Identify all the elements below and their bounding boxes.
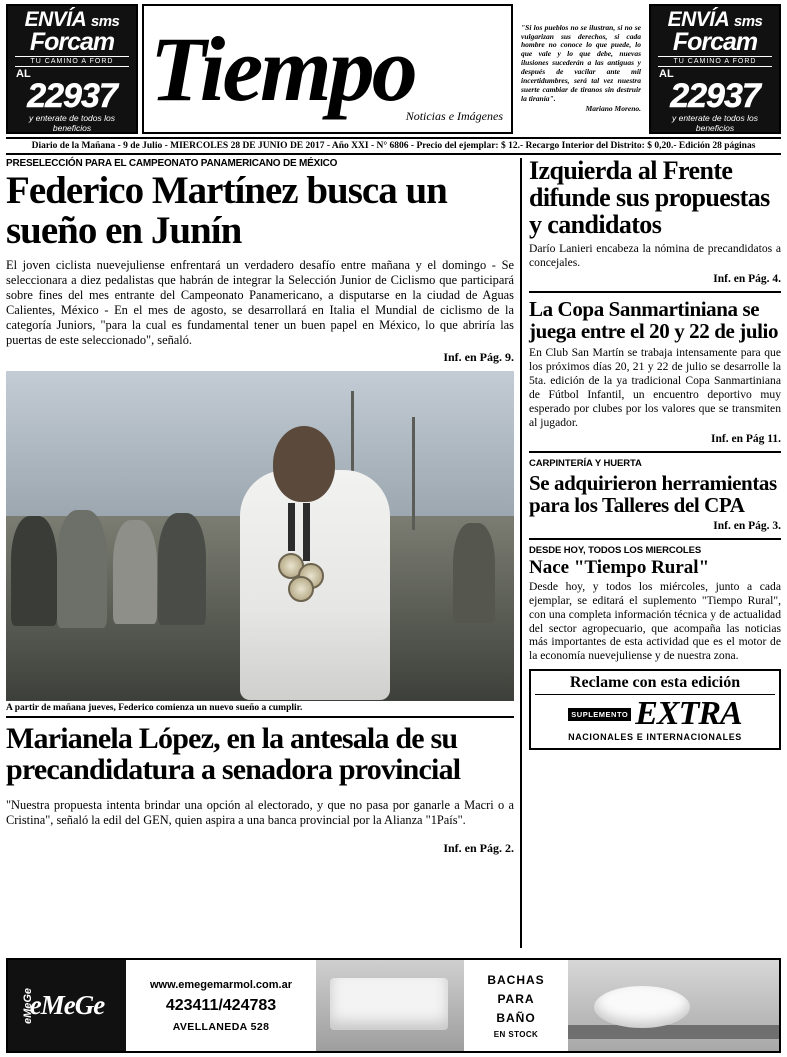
bottom-advertisement[interactable] — [6, 958, 781, 1053]
photo-cyclist-head — [273, 426, 335, 502]
photo-medal — [288, 576, 314, 602]
ad-keywords — [464, 960, 568, 1051]
right-story2-page-ref[interactable]: Inf. en Pág 11. — [711, 432, 781, 445]
ad-stock-note: EN STOCK — [493, 1029, 539, 1039]
supplement-scope: NACIONALES E INTERNACIONALES — [568, 731, 742, 742]
sms-benefit-left: y enterate de todos los beneficios — [28, 113, 115, 133]
photo-bystander — [11, 516, 57, 626]
ad-basin-shape — [594, 986, 690, 1028]
ad-address: AVELLANEDA 528 — [172, 1020, 270, 1033]
quote-author: Mariano Moreno. — [585, 104, 641, 114]
ad-product-photo-basin — [568, 960, 779, 1051]
right-story2-headline[interactable]: La Copa Sanmartiniana se juega entre el 20 y 22 de julio — [529, 297, 779, 344]
second-story-headline[interactable]: Marianela López, en la antesala de su precandidatura a senadora provincial — [6, 722, 461, 787]
sms-number-right: 22937 — [670, 77, 760, 115]
sms-al-label-left: AL — [16, 68, 31, 80]
right-story1-headline[interactable]: Izquierda al Frente difunde sus propuestas y candidatos — [529, 156, 770, 239]
ad-keyword: PARA — [497, 991, 535, 1006]
right-story3-headline[interactable]: Se adquirieron herramientas para los Talleres del CPA — [529, 470, 777, 517]
divider — [529, 538, 781, 540]
sms-brand-left: Forcam — [29, 28, 115, 56]
ad-product-photo-sink — [316, 960, 464, 1051]
right-story3-page-ref[interactable]: Inf. en Pág. 3. — [713, 519, 781, 532]
quote-text: "Si los pueblos no se ilustran, si no se vulgarizan sus derechos, si cada hombre no conoce lo que puede, lo que vale y lo que debe, nuevas ilusiones sucederán a las antiguas y después de vacilar ante mil incertidumbres, será tal vez nuestra suerte cambiar de tiranos sin destruir la tiranía". — [521, 22, 641, 103]
sms-benefit-right: y enterate de todos los beneficios — [671, 113, 758, 133]
ad-contact-info — [126, 960, 316, 1051]
lead-story-headline[interactable]: Federico Martínez busca un sueño en Junín — [6, 169, 447, 252]
divider — [529, 451, 781, 453]
sms-envia-label-right: ENVÍA sms — [667, 8, 763, 31]
newspaper-subtitle: Noticias e Imágenes — [405, 109, 503, 123]
sms-envia-label: ENVÍA sms — [24, 8, 120, 31]
lead-story-lede: El joven ciclista nuevejuliense enfrentará un verdadero desafío entre mañana y el domingo - Se seleccionara a diez pedalistas que habrán de integrar la Selección Junior de Ciclismo que participará sobre fines del mes entrante del Campeonato Panamericano, a disputarse en la ciudad de Aguas Calientes, México - En el mes de agosto, se desarrollará en Italia el Mundial de ciclismo de la categoría Juniors, "para la cual es fundamental tener un buen papel en México, lo que abriría las puertas de este seleccionado", señaló. — [6, 257, 514, 348]
right-story1-body: Darío Lanieri encabeza la nómina de precandidatos a concejales. — [529, 242, 781, 270]
supplement-row — [535, 695, 775, 733]
sms-number-left: 22937 — [27, 77, 117, 115]
content-area — [6, 158, 781, 948]
photo-bystander — [57, 510, 107, 628]
supplement-name: EXTRA — [635, 695, 742, 733]
left-column — [6, 158, 522, 948]
ad-website[interactable]: www.emegemarmol.com.ar — [149, 978, 293, 991]
ad-keyword: BACHAS — [487, 972, 545, 987]
right-story2-body: En Club San Martín se trabaja intensamente para que los próximos días 20, 21 y 22 de julio se desarrolle la 5ta. edición de la ya tradicional Copa Sanmartiniana de Fútbol Infantil, un encuentro deportivo muy esperado por clubes por los valores que se transmiten al jugador. — [529, 346, 781, 429]
photo-bystander — [113, 520, 157, 624]
second-story-body: "Nuestra propuesta intenta brindar una opción al electorado, y que no pasa por ganarle a Macri o a Cristina", señaló la edil del GEN, quien aspira a una banca provincial por la Alianza "1País". — [6, 798, 514, 828]
page-title: Tiempo — [150, 17, 415, 120]
right-story3-kicker: CARPINTERÍA Y HUERTA — [529, 457, 642, 469]
right-story1-page-ref[interactable]: Inf. en Pág. 4. — [713, 273, 781, 286]
sms-ad-left[interactable] — [6, 4, 138, 134]
lead-story-caption: A partir de mañana jueves, Federico comienza un nuevo sueño a cumplir. — [6, 701, 514, 718]
masthead — [6, 4, 781, 134]
lead-story-photo — [6, 371, 514, 701]
ad-logo-text: eMeGe — [29, 990, 105, 1020]
ad-sink-shape — [330, 978, 448, 1030]
newspaper-title-block — [142, 4, 513, 134]
ad-phone: 423411/424783 — [165, 996, 277, 1014]
sms-tagline-right: TU CAMINO A FORD — [658, 56, 772, 67]
dateline: Diario de la Mañana - 9 de Julio - MIERCOLES 28 DE JUNIO DE 2017 - Año XXI - N° 6806 - Precio del ejemplar: $ 12.- Recargo Interior del Distrito: $ 0,20.- Edición 28 páginas — [6, 137, 781, 155]
lead-story-kicker: PRESELECCIÓN PARA EL CAMPEONATO PANAMERICANO DE MÉXICO — [6, 158, 338, 169]
ad-shelf-shape — [568, 1025, 779, 1039]
lead-story-page-ref[interactable]: Inf. en Pág. 9. — [443, 350, 514, 365]
masthead-quote — [517, 4, 645, 134]
photo-bystander — [453, 523, 495, 623]
supplement-promo-box[interactable] — [529, 669, 781, 750]
ad-logo-side-text: eMeGe — [22, 987, 35, 1024]
sms-al-label-right: AL — [659, 68, 674, 80]
sms-ad-right[interactable] — [649, 4, 781, 134]
right-column — [522, 158, 781, 948]
supplement-claim: Reclame con esta edición — [535, 674, 775, 695]
photo-bystander — [158, 513, 206, 625]
right-story4-headline[interactable]: Nace "Tiempo Rural" — [529, 556, 710, 578]
second-story-page-ref[interactable]: Inf. en Pág. 2. — [443, 840, 514, 855]
ad-logo — [8, 960, 126, 1051]
sms-brand-right: Forcam — [672, 28, 758, 56]
photo-medal-ribbon — [288, 503, 295, 551]
divider — [529, 291, 781, 293]
photo-pole — [412, 417, 415, 529]
right-story4-kicker: DESDE HOY, TODOS LOS MIERCOLES — [529, 544, 702, 556]
ad-keyword: BAÑO — [496, 1010, 536, 1025]
sms-tagline-left: TU CAMINO A FORD — [15, 56, 129, 67]
photo-medal-ribbon — [303, 503, 310, 561]
supplement-label: SUPLEMENTO — [568, 708, 631, 721]
right-story4-body: Desde hoy, y todos los miércoles, junto a cada ejemplar, se editará el suplemento "Tiempo Rural", con una completa información técnica y de actualidad del sector agropecuario, que acompaña las noticias más importantes de esta actividad que es el motor de la economía nuevejuliense y de nuestra zona. — [529, 579, 781, 663]
